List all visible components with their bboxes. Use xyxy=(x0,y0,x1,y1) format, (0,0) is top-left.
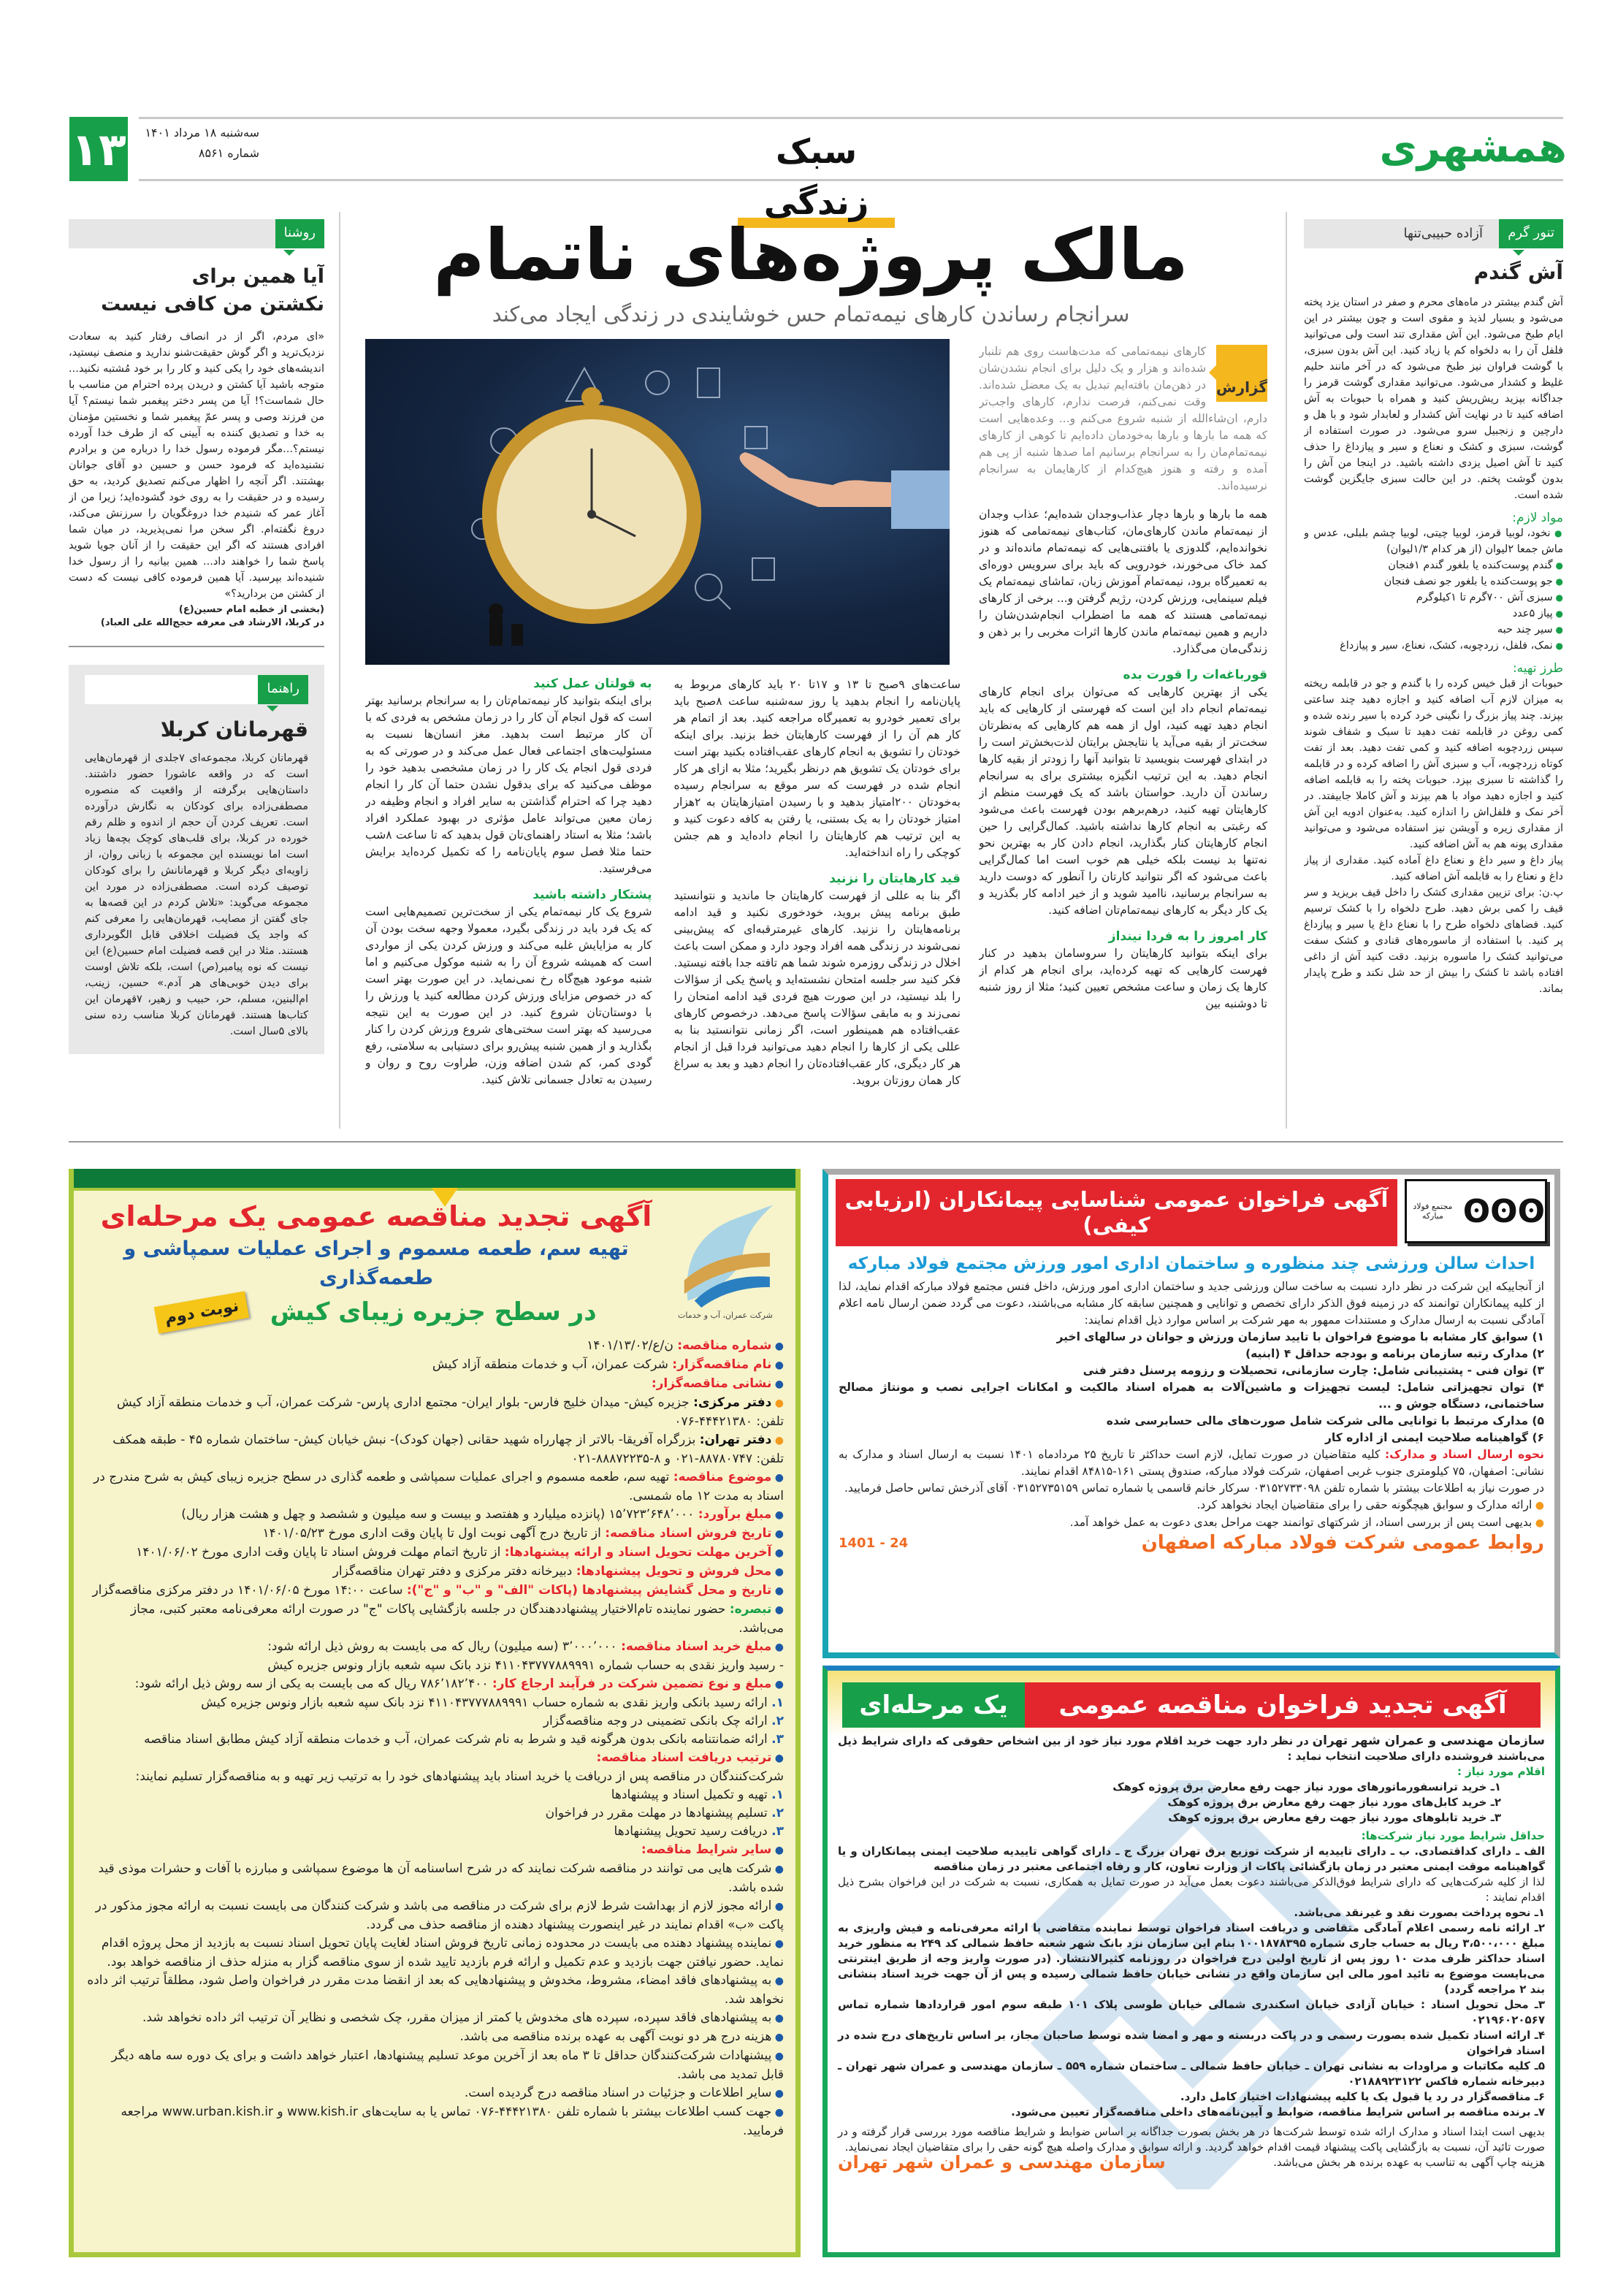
article-intro: کارهای نیمه‌تمامی که مدت‌هاست روی هم تلنبار شده‌اند و هزار و یک دلیل برای انجام نشدن‌شان در ذهن‌مان بافته‌ایم تبدیل به یک معضل شده‌اند. وقت نمی‌کنم، فرصت ندارم، کارهای واجب‌تر دارم، ان‌شاءالله از شنبه شروع می‌کنم و... وعده‌هایی است که همه ما بارها و بارها به‌خودمان داده‌ایم تا کوهی از کارهای نیمه‌تمام‌مان را به سرانجام برسانیم اما صدها شنبه از پی هم آمده و رفته و هنوز هیچ‌کدام از کارهایمان به سرانجام نرسیده‌اند. xyxy=(979,345,1267,492)
detail-label: ۲. xyxy=(771,1806,784,1820)
requirement-item: ۶) گواهینامه صلاحیت ایمنی از اداره کار xyxy=(1324,1431,1544,1444)
article-paragraph: همه ما بارها و بارها دچار عذاب‌وجدان شده‌ایم؛ عذاب وجدان از نیمه‌تمام ماندن کارهای‌مان، کتاب‌های نیمه‌تمامی که هنوز نخوانده‌ایم، گلدوزی یا بافتنی‌هایی که نیمه‌تمام مانده‌اند و در کمد خاک می‌خورند، خودرویی که باید برای سرویس دوره‌ای به تعمیرگاه برود، نیمه‌تمام آموزش زبان، تماشای نیمه‌تمام یک فیلم سینمایی، ورزش کردن، رژیم گرفتن و... برخی از کارهای نیمه‌تمامی هستند که همه ما اضطراب انجام‌شدن‌شان را داریم و همین نیمه‌تمام ماندن کارها اثرات مخربی را بر ذهن و زندگی‌مان می‌گذارد. xyxy=(979,508,1267,655)
detail-value: ارائه رسید بانکی واریز نقدی به شماره حساب ۴۱۱۰۴۳۷۷۷۸۸۹۹۹۱ نزد بانک سپه شعبه بازار ونوس جزیره کیش xyxy=(201,1696,768,1710)
tender-detail xyxy=(85,1731,784,1749)
detail-value: جزیره کیش- میدان خلیج فارس- بلوار ایران- مجتمع اداری پارس- شرکت عمران، آب و خدمات منطقه آزاد کیش تلفن: ۴۴۴۲۱۳۸۰-۰۷۶ xyxy=(116,1395,784,1429)
detail-label: تاریخ و محل گشایش پیشنهادها (پاکات "الف" و "ب" و "ج"): xyxy=(406,1583,772,1598)
recipe-tag: تنور گرم xyxy=(1499,219,1563,248)
tender-detail xyxy=(85,1563,784,1582)
roshana-column xyxy=(69,219,324,630)
detail-label: دفتر تهران: xyxy=(699,1433,772,1447)
detail-label: نشانی مناقصه‌گزار: xyxy=(651,1376,772,1391)
recipe-column xyxy=(1304,219,1563,1129)
kish-title-block xyxy=(85,1198,667,1327)
detail-label: ۳. xyxy=(771,1824,784,1839)
section-name: سبک زندگی xyxy=(763,131,869,222)
tender-detail xyxy=(85,1394,784,1431)
ingredient-item: ● نخود، لوبیا قرمز، لوبیا چیتی، لوبیا چشم بلبلی، عدس و ماش جمعا ۲لیوان (از هر کدام ۱/۳لیوان) xyxy=(1304,525,1563,557)
tender-detail xyxy=(85,1934,784,1972)
rahnama-tag: راهنما xyxy=(258,675,308,704)
foulad-send-text: کلیه متقاضیان در صورت تمایل، لازم است حداکثر تا تاریخ ۲۵ مردادماه ۱۴۰۱ نسبت به ارسال اسناد و مدارک به نشانی: اصفهان، ۷۵ کیلومتری جنوب غربی اصفهان، شرکت فولاد مبارکه، صندوق پستی ۱۶۱-۸۴۸۱۵ اقدام نمایند. xyxy=(839,1448,1544,1478)
ingredient-item: ● سیر چند حبه xyxy=(1304,622,1563,638)
kish-subtitle: تهیه سم، طعمه مسموم و اجرای عملیات سمپاشی و طعمه‌گذاری xyxy=(123,1237,629,1289)
detail-value: ن/ع/۱۴۰۱/۱۳/۰۲ xyxy=(587,1338,673,1353)
article-paragraph: ساعت‌های ۹صبح تا ۱۳ و ۱۷تا ۲۰ باید کارهای مربوط به پایان‌نامه را انجام بدهید یا روز سه‌شنبه ساعت ۸صبح باید برای تعمیر خودرو به تعمیرگاه مراجعه کنید. بعد از اتمام هر کار هم آن را از فهرست کارهایتان خط بزنید. برای اینکه خودتان را تشویق به انجام کارهای عقب‌افتاده بکنید بهتر است برای خودتان یک تشویق هم درنظر بگیرید؛ مثلا به ازای هر کار انجام شده در فهرست که سر موقع به سرانجام رسیده به‌خودتان ۲۰۰امتیاز بدهید و با رسیدن امتیازهایتان به ۲هزار امتیاز خودتان را به یک بستنی، یا رفتن به کافه دعوت کنید و به این ترتیب هم کارهایتان را انجام داده‌اید و هم جشن کوچکی را راه انداخته‌اید. xyxy=(673,678,961,859)
foulad-logo xyxy=(1405,1179,1547,1243)
step-item: ۵ـ کلیه مکاتبات و مراودات به نشانی تهران ـ خیابان حافظ شمالی ـ ساختمان شماره ۵۵۹ ـ سازمان مهندسی و عمران شهر تهران ـ دبیرخانه شماره فاکس ۰۲۱۸۸۹۲۳۱۲۲ xyxy=(838,2059,1546,2088)
foulad-requirements xyxy=(839,1329,1544,1446)
tender-detail xyxy=(85,1431,784,1468)
header-top-rule xyxy=(139,117,1563,119)
kish-subtitle-location: در سطح جزیره زیبای کیش xyxy=(270,1297,597,1327)
method-note: پ.ن: برای تزیین مقداری کشک را داخل قیف بریزید و سر قیف را کمی برش دهید. طرح دلخواه را با کشک ترسیم کنید. فضاهای دلخواه طرح را با نعناع داغ یا سیر و پیازداغ پر کنید. با استفاده از ماسوره‌های قنادی و کشک سفت می‌توانید کشک را ماسوره بزنید. دقت کنید آش از داغی افتاده باشد تا کشک را بیش از حد شل نکند و طرح پایدار بماند. xyxy=(1304,887,1563,995)
items-label: اقلام مورد نیاز : xyxy=(1457,1765,1545,1778)
detail-label: تاریخ فروش اسناد مناقصه: xyxy=(605,1526,772,1541)
roshana-tagbar xyxy=(69,219,324,248)
foulad-contact: در صورت نیاز به اطلاعات بیشتر با شماره تلفن ۰۳۱۵۲۷۳۳۰۹۸ سرکار خانم قاسمی یا شماره تماس ۰۳۱۵۲۷۳۵۱۵۹ آقای آذرخش تماس حاصل فرمایید. xyxy=(844,1481,1544,1495)
ingredient-item: ● گندم پوست‌کنده یا بلغور گندم ۱فنجان xyxy=(1304,557,1563,573)
issue-info xyxy=(135,123,259,164)
requirement-item: ۳) توان فنی - پشتیبانی شامل: چارت سازمانی، تحصیلات و رزومه پرسنل دفتر فنی xyxy=(1083,1364,1544,1377)
detail-value: از تاریخ درج آگهی نوبت اول تا پایان وقت اداری مورخ ۱۴۰۱/۰۵/۲۳ xyxy=(262,1526,601,1541)
method-text: حبوبات از قبل خیس کرده را با گندم و جو در قابلمه ریخته به میزان لازم آب اضافه کنید و اجازه دهید چند ساعتی بپزند. چند پیاز بزرگ را نگینی خرد کرده با سیر رنده شده و کمی روغن در قابلمه تفت دهید تا سبک و شفاف شوند سپس زردچوبه اضافه کنید و کمی تفت دهید. بعد از تفت کوتاه زردچوبه، آب و سبزی آش را اضافه کرده و در قابلمه را گذاشته تا سبزی بپزد. حبوبات پخته را به قابلمه اضافه کنید و اجازه دهید مواد با هم بپزند و آش کاملا جابیفتد. در آخر نمک و فلفل‌اش را اندازه کنید. به‌عنوان ادویه این آش از مقداری زیره و آویشن نیز استفاده می‌شود و می‌توانید مقداری پونه هم به آش اضافه کنید. xyxy=(1304,678,1563,850)
tender-detail xyxy=(85,2103,784,2140)
detail-label: مبلغ خرید اسناد مناقصه: xyxy=(621,1639,772,1654)
detail-label: مبلغ و نوع تضمین شرکت در فرآیند ارجاع کار: xyxy=(492,1677,772,1691)
step-item: ۱ـ نحوه پرداخت بصورت نقد و غیرنقد می‌باشد. xyxy=(1294,1906,1545,1919)
detail-value: - رسید واریز نقدی به حساب شماره ۴۱۱۰۴۳۷۷۷۸۸۹۹۹۱ نزد بانک سپه شعبه بازار ونوس جزیره کیش xyxy=(267,1658,784,1673)
roshana-source-line2: در کربلا، الارشاد فی معرفه حجج‌الله علی العباد) xyxy=(100,617,324,628)
kish-tender-ad xyxy=(69,1169,801,2257)
article-columns-below-photo xyxy=(365,676,961,1129)
detail-label: ترتیب دریافت اسناد مناقصه: xyxy=(596,1750,772,1765)
rahnama-tagbar xyxy=(85,675,308,704)
detail-value: سایر اطلاعات و جزئیات در اسناد مناقصه درج گردیده است. xyxy=(464,2086,772,2100)
rahnama-box xyxy=(69,665,324,1054)
tender-detail xyxy=(85,2028,784,2047)
article-subheading: به قولتان عمل کنید xyxy=(533,676,652,691)
foulad-send-label: نحوه ارسال اسناد و مدارک: xyxy=(1384,1448,1544,1461)
main-subtitle: سرانجام رساندن کارهای نیمه‌تمام حس خوشایندی در زندگی ایجاد می‌کند xyxy=(492,302,1130,327)
tender-detail xyxy=(85,1694,784,1712)
detail-label: سایر شرایط مناقصه: xyxy=(641,1842,772,1857)
article-subheading: کار امروز را به فردا نینداز xyxy=(1108,929,1267,944)
roshana-source-line1: (بخشی از خطبه امام حسین(ع) xyxy=(178,604,324,615)
detail-value: ساعت ۱۴:۰۰ مورخ ۱۴۰۱/۰۶/۰۵ در دفتر مرکزی مناقصه‌گزار xyxy=(92,1583,403,1598)
left-divider xyxy=(69,646,324,647)
article-paragraph: شروع یک کار نیمه‌تمام یکی از سخت‌ترین تصمیم‌هایی است که یک فرد باید در زندگی بگیرد، معمولا وجهه سخت بودن آن کار به مزایایش غلبه می‌کند و ورزش کردن یکی از مواردی است که همیشه شروع آن را به شنبه موکول می‌کنیم و اما شنبه موعود هیچ‌گاه رخ نمی‌نماید. در این صورت بهتر است که در خصوص مزایای ورزش کردن مطالعه کنید یا ورزش را با دوستان‌تان شروع کنید. در این صورت به این نتیجه می‌رسید که بهتر است سختی‌های شروع ورزش کردن را کنار بگذارید و از همین شنبه پیش‌رو برای دستیابی به سلامتی، رفع گودی کمر، کم شدن اضافه وزن، طراوت روح و روان و رسیدن به تعادل جسمانی تلاش کنید. xyxy=(365,905,652,1086)
detail-label: ۳. xyxy=(771,1732,784,1747)
article-paragraph: یکی از بهترین کارهایی که می‌توان برای انجام کارهای نیمه‌تمام انجام داد این است که فهرستی از کارهایی که باید انجام دهید تهیه کنید، اول از همه هم کارهایی که به‌نظرتان سخت‌تر از بقیه می‌آید یا نتایجش برایتان لذت‌بخش‌تر است را در ابتدای فهرست بنویسید تا بتوانید آنها را زودتر از بقیه کارها انجام دهید. به این ترتیب انگیزه بیشتری برای به سرانجام رساندن آن دارید. حواستان باشد که یک فهرست منظم از کارهایتان تهیه کنید، درهم‌برهم بودن فهرست باعث می‌شود که رغبتی به انجام کارها نداشته باشید. کمال‌گرایی را حین انجام کارهایتان کنار بگذارید، انجام دادن کار به بهترین نحو نه‌تنها بد نیست بلکه خیلی هم خوب است اما کمال‌گرایی باعث می‌شود که اگر نتوانید کارتان را آنطور که دوست دارید به سرانجام برسانید، ناامید شوید و از خیر ادامه کار بگذرید و یک کار دیگر به کارهای نیمه‌تمام‌تان اضافه کنید. xyxy=(979,685,1267,917)
ingredient-item: ● پیاز ۵عدد xyxy=(1304,606,1563,622)
tender-detail xyxy=(85,1712,784,1731)
detail-value: ارائه ضمانتنامه بانکی بدون هرگونه قید و شرط به نام شرکت عمران، آب و خدمات منطقه آزاد کیش مطابق اسناد مناقصه xyxy=(144,1732,768,1747)
tehran-body xyxy=(828,1734,1555,2173)
recipe-title: آش گندم xyxy=(1473,260,1563,284)
tehran-org: سازمان مهندسی و عمران شهر تهران xyxy=(1312,1734,1545,1748)
detail-label: آخرین مهلت تحویل اسناد و ارائه پیشنهادها: xyxy=(504,1545,772,1560)
recipe-tagbar xyxy=(1304,219,1563,248)
column-divider-left xyxy=(339,212,340,1129)
kish-company-logo xyxy=(667,1198,784,1327)
rahnama-body: قهرمانان کربلا، مجموعه‌ای ۷جلدی از قهرمان‌هایی است که در واقعه عاشورا حضور داشتند. داستان‌هایی برگرفته از واقعیت که منصوره مصطفی‌زاده برای کودکان به نگارش درآورده است. تعریف کردن آن حجم از اندوه و ظلم رقم خورده در کربلا، برای قلب‌های کوچک بچه‌ها زیاد است اما نویسنده این مجموعه با زبانی روان، از زاویه‌ای دیگر کربلا و قهرمانانش را برای کودکان توصیف کرده است. مصطفی‌زاده در مورد این مجموعه می‌گوید: «تلاش کردم در این قصه‌ها به جای گفتن از مصایب، قهرمان‌هایی را معرفی کنم که واجد یک فضیلت اخلاقی قابل الگوبرداری هستند. مثلا در این قصه فضیلت امام حسین(ع) این نیست که نوه پیامبر(ص) است، بلکه تلاش اوست برای دیدن خوبی‌های هر آدم.» حسین، زینب، ام‌البنین، مسلم، حر، حبیب و زهیر، ۷قهرمان این کتاب‌ها هستند. قهرمانان کربلا مناسب رده سنی بالای ۵سال است. xyxy=(85,752,308,1037)
tender-detail xyxy=(85,1860,784,1897)
tender-detail xyxy=(85,1337,784,1356)
tender-detail xyxy=(85,1506,784,1525)
detail-value: حضور نماینده تام‌الاختیار پیشنهاددهندگان در جلسه بازگشایی پاکات "ج" در صورت ارائه معرفی‌نامه معتبر کتبی، مجاز می‌باشد. xyxy=(130,1602,784,1636)
foulad-body xyxy=(839,1278,1544,1552)
tehran-footer xyxy=(838,2152,1545,2173)
note-item: ● بدیهی است پس از بررسی اسناد، از شرکتهای توانمند جهت مراحل بعدی دعوت به عمل خواهد آمد. xyxy=(839,1514,1544,1532)
detail-value: ۳٬۰۰۰٬۰۰۰ (سه میلیون) ریال که می بایست به روش ذیل ارائه شود: xyxy=(267,1639,617,1654)
tender-detail xyxy=(85,1525,784,1544)
ingredients-heading: مواد لازم: xyxy=(1512,511,1563,525)
requirements-text: الف ـ دارای کداقتصادی. ب ـ دارای تاییدیه از شرکت توزیع برق تهران بزرگ ج ـ دارای گواهی تاییدیه صلاحیت ایمنی پیمانکاران و یا گواهینامه موقت ایمنی معتبر در زمان بازگشائی پاکات از وزارت تعاون، کار و رفاه اجتماعی معتبر در زمان مناقصه xyxy=(838,1845,1545,1873)
detail-value: ۷۸۶٬۱۸۲٬۴۰۰ ریال که می بایست به یکی از سه روش ذیل ارائه شود: xyxy=(134,1677,489,1691)
foulad-footer xyxy=(839,1532,1544,1554)
detail-value: شرکت‌کنندگان در مناقصه پس از دریافت یا خرید اسناد باید پیشنهادهای خود را به ترتیب زیر تهیه و به مناقصه‌گزار تسلیم نمایند: xyxy=(135,1769,784,1784)
tehran-tender-ad xyxy=(822,1666,1560,2257)
issue-date: سه‌شنبه ۱۸ مرداد ۱۴۰۱ xyxy=(145,126,259,140)
detail-value: تهیه و تکمیل اسناد و پیشنهادها xyxy=(611,1788,768,1802)
tehran-title xyxy=(842,1682,1541,1728)
tehran-cost-note: هزینه چاپ آگهی به تناسب به عهده برنده هر بخش می‌باشد. xyxy=(1273,2156,1545,2169)
tender-detail xyxy=(85,1804,784,1823)
tehran-intro: در نظر دارد جهت خرید اقلام مورد نیاز خود از بین اشخاص حقوقی که دارای شرایط ذیل می‌باشند فروشنده دارای صلاحیت انتخاب نماید : xyxy=(838,1734,1545,1763)
detail-label: محل فروش و تحویل پیشنهادها: xyxy=(576,1564,772,1579)
tender-detail xyxy=(85,1841,784,1860)
tender-detail xyxy=(85,1675,784,1694)
detail-label: موضوع مناقصه: xyxy=(673,1470,772,1484)
detail-value: به پیشنهادهای فاقد سپرده، سپرده های مخدوش یا کمتر از میزان مقرر، چک شخصی و نظایر آن ترتیب اثر داده نخواهد شد. xyxy=(142,2010,772,2025)
article-column-right xyxy=(979,343,1267,1129)
detail-value: شرکت هایی می توانند در مناقصه شرکت نمایند که در شرح اساسنامه آن ها موضوع سمپاشی و مبارزه با آفات و حشرات موذی قید شده باشد. xyxy=(98,1861,784,1895)
article-subheading: قورباغه‌ات را قورت بده xyxy=(1123,668,1267,682)
article-paragraph: برای اینکه بتوانید کار نیمه‌تمام‌تان را به سرانجام برسانید بهتر است که قول انجام آن کار را در زمان مشخص به فردی که با آن کار مرتبط است بدهید. مغز انسان‌ها نسبت به مسئولیت‌های اجتماعی فعال عمل می‌کند و در صورتی که به فردی قول انجام یک کار را در زمان مشخصی بدهید خود را موظف می‌کنید که برای بدقول نشدن حتما آن کار را انجام دهید چرا که احترام گذاشتن به سایر افراد و انجام وظیفه در زمان معین می‌تواند عامل مؤثری در بهبود عملکرد افراد باشد؛ مثلا به استاد راهنمای‌تان قول بدهید که تا ساعت ۸شب حتما مثلا فصل سوم پایان‌نامه را که تکمیل کرده‌اید برایش می‌فرستید. xyxy=(365,694,652,875)
tehran-title-main: آگهی تجدید فراخوان مناقصه عمومی xyxy=(1025,1682,1541,1728)
tender-detail xyxy=(85,1768,784,1786)
ingredient-item: ● جو پوست‌کنده یا بلغور جو نصف فنجان xyxy=(1304,573,1563,590)
purchase-item: ۳ـ خرید تابلوهای مورد نیاز جهت رفع معارض برق پروژه کوهک xyxy=(1168,1811,1501,1824)
roshana-body: «ای مردم، اگر از در انصاف رفتار کنید به سعادت نزدیک‌ترید و اگر گوش حقیقت‌شنو ندارید و منصف نیستید، اندیشه‌های خود را یکی کنید و کار را بر خود مُشتبه نکنید... متوجه باشید آیا کشتن و دریدن پرده احترام من مناسب با حال شماست؟! آیا من پسر دختر پیغمبر شما نیستم؟ آیا من فرزند وصی و پسر عمّ پیغمبر شما و نخستین مؤمنان به خدا و تصدیق کننده به آیینی که از طرف خدا آورده نیستم؟...مگر فرموده رسول خدا را درباره من و برادرم نشنیده‌اید که فرمود حسن و حسین دو آقای جوانان بهشتند. اگر آنچه را اظهار می‌کنم تصدیق کردید، به حق رسیده و در حقیقت را به روی خود گشوده‌اید؛ زیرا من از آغاز عمر که شنیدم خدا دروغگویان را سرزنش می‌کند، دروغ نگفته‌ام. اگر سخن مرا نمی‌پذیرید، در میان شما افرادی هستند که اگر این حقیقت را از آنان جویا شوید پاسخ شما را خواهند داد... همین بیانیه را از رسول خدا شنیده‌اند بپرسید. آیا همین فرموده کافی نیست که دست از کشتن من بردارید؟» xyxy=(69,331,324,600)
detail-value: پیشنهادات شرکت‌کنندگان حداقل تا ۳ ماه بعد از آخرین موعد تسلیم پیشنهادها، اعتبار خواهد داشت و برای یک دوره سه ماهه دیگر قابل تمدید می باشد. xyxy=(111,2048,784,2082)
tehran-signature: سازمان مهندسی و عمران شهر تهران xyxy=(838,2152,1166,2173)
detail-label: دفتر مرکزی: xyxy=(693,1395,772,1410)
detail-value: دبیرخانه دفتر مرکزی و دفتر تهران مناقصه‌گزار xyxy=(332,1564,573,1579)
detail-label: شماره مناقصه: xyxy=(677,1338,772,1353)
method-text: پیاز داغ و سیر داغ و نعناع داغ آماده کنید. مقداری از پیاز داغ و نعناع را به قابلمه آش اضافه کنید. xyxy=(1304,855,1563,882)
rahnama-title: قهرمانان کربلا xyxy=(160,717,308,741)
roshana-title-line2: نکشتن من کافی نیست xyxy=(101,293,324,316)
requirement-item: ۵) مدارک مرتبط با توانایی مالی شرکت شامل صورت‌های مالی حسابرسی شده xyxy=(1106,1414,1544,1427)
requirement-item: ۴) توان تجهیزاتی شامل: لیست تجهیزات و ماشین‌آلات به همراه اسناد مالکیت و امکانات اجرایی نصب و مونتاژ مصالح ساختمانی، دستگاه جوش و ... xyxy=(839,1381,1544,1411)
detail-value: تهیه سم، طعمه مسموم و اجرای عملیات سمپاشی و طعمه گذاری در سطح جزیره زیبای کیش به شرح مندرج در اسناد به مدت ۱۲ ماه شمسی. xyxy=(93,1470,784,1503)
tender-detail xyxy=(85,1749,784,1768)
page-number: ۱۳ xyxy=(69,117,128,181)
tender-detail xyxy=(85,1786,784,1804)
tender-detail xyxy=(85,1657,784,1675)
clock-hand-illustration xyxy=(365,339,950,665)
kish-logo-text: شرکت عمران، آب و خدمات xyxy=(678,1311,773,1320)
foulad-logo-mark: ʘʘʘ xyxy=(1462,1192,1545,1230)
tender-detail xyxy=(85,2084,784,2103)
kish-title: آگهی تجدید مناقصه عمومی یک مرحله‌ای xyxy=(100,1200,652,1232)
tender-detail xyxy=(85,1972,784,2009)
article-paragraph: برای اینکه بتوانید کارهایتان را سروسامان بدهید در کنار فهرست کارهایی که تهیه کرده‌اید، برای انجام هر کدام از کارها یک زمان و ساعت مشخص تعیین کنید؛ مثلا از روز شنبه تا دوشنبه بین xyxy=(979,947,1267,1010)
tehran-steps xyxy=(838,1905,1545,2120)
tehran-title-stage: یک مرحله‌ای xyxy=(842,1682,1025,1728)
detail-label: نام مناقصه‌گزار: xyxy=(672,1357,772,1372)
detail-value: دریافت رسید تحویل پیشنهادها xyxy=(614,1824,768,1839)
tender-detail xyxy=(85,1356,784,1375)
foulad-signature: روابط عمومی شرکت فولاد مبارکه اصفهان xyxy=(1141,1532,1544,1554)
step-item: ۲ـ ارائه نامه رسمی اعلام آمادگی متقاضی و دریافت اسناد فراخوان توسط نماینده متقاضی با ارائه معرفی‌نامه و فیش واریزی به مبلغ ۳،۵۰۰،۰۰۰ ریال به حساب جاری شماره ۱۰۰۱۸۷۸۳۹۵ بنام این سازمان نزد بانک شهر شعبه حافظ شمالی کد ۲۴۹ به منظور خرید اسناد حداکثر ظرف مدت ۱۰ روز پس از تاریخ اولین درج فراخوان در روزنامه کثیرالانتشار. (در صورت واریز وجه از طریق اینترنتی می‌بایست موضوع به تائید امور مالی این سازمان واقع در نشانی خیابان حافظ شمالی رسیده و پس از آن جهت خرید اسناد بنشانی بند ۲ مراجعه گردد) xyxy=(838,1921,1546,1996)
method-heading: طرز تهیه: xyxy=(1512,661,1563,676)
foulad-call-ad xyxy=(822,1169,1560,1658)
tender-detail xyxy=(85,1582,784,1601)
step-item: ۴ـ ارائه اسناد تکمیل شده بصورت رسمی و در پاکت دربسته و مهر و امضا شده توسط صاحبان مجاز، بر اساس تاریخ‌های درج شده در اسناد فراخوان xyxy=(838,2029,1545,2057)
ingredient-item: ● سبزی آش ۷۰۰گرم تا ۱کیلوگرم xyxy=(1304,590,1563,606)
column-divider-right xyxy=(1286,212,1287,1129)
detail-value: نماینده پیشنهاد دهنده می بایست در محدوده زمانی تاریخ فروش اسناد لغایت پایان تحویل اسناد نسبت به بازدید از محل پروژه اقدام نماید. حضور نیافتن جهت بازدید و عدم تکمیل و ارائه فرم بازدید تایید شده از سوی مناقصه گزار به منزله حذف از مناقصه خواهد بود. xyxy=(101,1936,784,1969)
second-round-badge: نوبت دوم xyxy=(154,1291,250,1333)
detail-label: ۲. xyxy=(771,1714,784,1728)
foulad-logo-text: مجتمع فولاد مبارکه xyxy=(1413,1202,1453,1221)
ingredients-list xyxy=(1304,525,1563,654)
step-item: ۷ـ برنده مناقصه بر اساس شرایط مناقصه، ضوابط و آیین‌نامه‌های داخلی مناقصه‌گزار تعیین می‌شود. xyxy=(1011,2105,1545,2118)
detail-value: تسلیم پیشنهادها در مهلت مقرر در فراخوان xyxy=(545,1806,768,1820)
tender-detail xyxy=(85,1601,784,1638)
foulad-notes xyxy=(839,1497,1544,1532)
detail-value: از تاریخ اتمام مهلت فروش اسناد تا پایان وقت اداری مورخ ۱۴۰۱/۰۶/۰۲ xyxy=(136,1545,501,1560)
detail-value: هزینه درج هر دو نوبت آگهی به عهده برنده مناقصه می باشد. xyxy=(459,2029,772,2044)
roshana-title xyxy=(69,263,324,319)
kish-details-list xyxy=(74,1327,795,2140)
kish-head xyxy=(74,1191,795,1327)
tehran-closing: بدیهی است ابتدا اسناد و مدارک ارائه شده توسط شرکت‌ها در هر بخش بصورت جداگانه بر اساس ضوابط و شرایط مناقصه مورد بررسی قرار گرفته و در صورت تائید آن، نسبت به بازگشایی پاکت پیشنهاد قیمت اقدام خواهد گردید. و ارائه سوابق و مدارک واصله هیچ گونه حقی را برای متقاضیان ایجاد نمی‌نماید. xyxy=(838,2125,1545,2154)
detail-label: ۱. xyxy=(771,1696,784,1710)
kish-triangle xyxy=(432,1188,458,1207)
newspaper-logo: همشهری xyxy=(1379,124,1567,172)
tender-detail xyxy=(85,1897,784,1934)
detail-value: ارائه مجوز لازم از بهداشت شرط لازم برای شرکت در مناقصه می باشد و شرکت کنندگان می بایست نسبت به ارائه مجوز مذکور در پاکت «ب» اقدام نمایند در غیر اینصورت پیشنهاد دهنده از مناقصه حذف می گردد. xyxy=(95,1899,784,1932)
tehran-invite: لذا از کلیه شرکت‌هایی که دارای شرایط فوق‌الذکر می‌باشند دعوت بعمل می‌آید در صورت تمایل به همکاری، نسبت به شرکت در این فراخوان بشرح ذیل اقدام نمایند : xyxy=(838,1875,1545,1904)
roshana-title-line1: آیا همین برای xyxy=(191,265,324,288)
foulad-top xyxy=(828,1175,1554,1248)
article-photo xyxy=(365,339,950,665)
waves-logo-icon xyxy=(671,1198,780,1308)
foulad-main xyxy=(828,1248,1554,1552)
article-paragraph: اگر بنا به عللی از فهرست کارهایتان جا ماندید و نتوانستید طبق برنامه پیش بروید، خودخوری نکنید و قید ادامه برنامه‌هایتان را نزنید. کارهای غیرمترقبه‌ای که پیش‌بینی نمی‌شوند در زندگی همه افراد وجود دارد و ممکن است باعث اخلال در زندگی روزمره شوند شما هم تافته جدا بافته نیستید. فکر کنید سر جلسه امتحان نشسته‌اید و پاسخ یکی از سؤالات را بلد نیستید، در این صورت هیچ فردی قید ادامه امتحان را نمی‌زند و به مابقی سؤالات پاسخ می‌دهد. درخصوص کارهای عقب‌افتاده هم همینطور است، اگر زمانی نتوانستید بنا به عللی یکی از کارها را انجام دهید می‌توانید فردا قبل از انجام هر کار دیگری، کار عقب‌افتاده‌تان را انجام دهید و بعد به سراغ کار همان روزتان بروید. xyxy=(673,889,961,1087)
foulad-ad-code: 1401 - 24 xyxy=(839,1536,909,1551)
detail-label: ۱. xyxy=(771,1788,784,1802)
step-item: ۶ـ مناقصه‌گزار در رد یا قبول یک یا کلیه پیشنهادات اختیار کامل دارد. xyxy=(1180,2090,1545,2103)
foulad-headline: احداث سالن ورزشی چند منظوره و ساختمان اداری امور ورزش مجتمع فولاد مبارکه xyxy=(847,1254,1535,1273)
tender-detail xyxy=(85,1823,784,1841)
issue-number: شماره ۸۵۶۱ xyxy=(198,146,259,160)
tender-detail xyxy=(85,1375,784,1394)
section-logo xyxy=(738,126,895,222)
article-subheading: پشتکار داشته باشید xyxy=(533,888,652,902)
tender-detail xyxy=(85,2047,784,2084)
ads-divider xyxy=(69,1141,1563,1143)
tender-detail xyxy=(85,1638,784,1657)
purchase-item: ۱ـ خرید ترانسفورماتورهای مورد نیاز جهت رفع معارض برق پروژه کوهک xyxy=(1112,1780,1501,1793)
requirement-item: ۲) مدارک رتبه سازمان برنامه و بودجه حداقل ۴ (ابنیه) xyxy=(1245,1347,1544,1360)
requirement-item: ۱) سوابق کار مشابه با موضوع فراخوان با تایید سازمان ورزش و جوانان در سالهای اخیر xyxy=(1056,1330,1544,1343)
note-item: ● ارائه مدارک و سوابق هیچگونه حقی را برای متقاضیان ایجاد نخواهد کرد. xyxy=(839,1497,1544,1514)
requirements-label: حداقل شرایط مورد نیاز شرکت‌ها: xyxy=(1361,1829,1545,1842)
detail-value: شرکت عمران، آب و خدمات منطقه آزاد کیش xyxy=(432,1357,668,1372)
tehran-items xyxy=(838,1780,1545,1826)
detail-label: مبلغ برآورد: xyxy=(698,1507,772,1522)
detail-value: ارائه چک بانکی تضمینی در وجه مناقصه‌گزار xyxy=(543,1714,768,1728)
ingredient-item: ● نمک، فلفل، زردچوبه، کشک، نعناع، سیر و پیازداغ xyxy=(1304,638,1563,654)
tender-detail xyxy=(85,2009,784,2028)
foulad-intro: از آنجاییکه این شرکت در نظر دارد نسبت به ساخت سالن ورزشی جدید و ساختمان اداری امور ورزش، داخل فنس مجتمع فولاد مبارکه اقدام نماید، لذا از کلیه پیمانکاران توانمند که در زمینه فوق الذکر دارای تخصص و توانایی و همچنین سابقه کار مشابه می‌باشند، دعوت می گردد ضمن ارسال نامه اعلام آمادگی نسبت به ارسال مدارک و مستندات ممهور به مهر شرکت بر اساس موارد ذیل اقدام نمایند: xyxy=(839,1280,1544,1327)
article-subheading: قید کارهایتان را نزنید xyxy=(829,872,961,886)
tender-detail xyxy=(85,1468,784,1506)
detail-value: بزرگراه آفریقا- بالاتر از چهارراه شهید حقانی (جهان کودک)- نبش خیابان کیش- ساختمان شماره ۴۵ - طبقه همکف تلفن: ۸۸۷۸۰۷۴۷-۰۲۱ و ۸-۸۸۸۷۲۲۳۵-۰۲۱ xyxy=(112,1433,784,1466)
recipe-author: آزاده حبیبی‌تنها xyxy=(1403,226,1483,241)
roshana-tag: روشنا xyxy=(275,219,324,248)
foulad-title: آگهی فراخوان عمومی شناسایی پیمانکاران (ارزیابی کیفی) xyxy=(836,1179,1397,1246)
main-headline: مالک پروژه‌های ناتمام xyxy=(433,214,1188,296)
step-item: ۳ـ محل تحویل اسناد : خیابان آزادی خیابان اسکندری شمالی خیابان طوسی پلاک ۱۰۱ طبقه سوم امور قراردادها شماره تماس ۰۲۱۹۶۰۲۰۵۶۷ xyxy=(838,1998,1545,2026)
detail-value: به پیشنهادهای فاقد امضاء، مشروط، مخدوش و پیشنهادهایی که بعد از انقضا مدت مقرر در فراخوان واصل شود، مطلقاً ترتیب اثر داده نخواهد شد. xyxy=(87,1973,784,2007)
detail-label: تبصره: xyxy=(729,1602,772,1617)
report-tag: گزارش xyxy=(1216,345,1267,402)
detail-value: جهت کسب اطلاعات بیشتر با شماره تلفن ۴۴۴۲۱۳۸۰-۰۷۶ تماس یا به سایت‌های www.kish.ir و www.urban.kish.ir مراجعه فرمایید. xyxy=(121,2105,784,2138)
left-column xyxy=(69,219,324,1129)
roshana-source xyxy=(69,603,324,630)
tender-detail xyxy=(85,1544,784,1563)
detail-value: ۱۵٬۷۲۳٬۶۴۸٬۰۰۰ (پانزده میلیارد و هفتصد و بیست و سه میلیون و ششصد و چهل و هشت هزار ریال) xyxy=(181,1507,695,1522)
kish-location-row xyxy=(85,1297,667,1327)
purchase-item: ۲ـ خرید کابل‌های مورد نیاز جهت رفع معارض برق پروژه کوهک xyxy=(1167,1796,1501,1809)
recipe-intro: آش گندم بیشتر در ماه‌های محرم و صفر در استان یزد پخته می‌شود و بسیار لذیذ و مقوی است و چون بیشتر در این ایام طبخ می‌شود. این آش مقداری تند است ولی می‌توانید فلفل آن را به دلخواه کم یا زیاد کنید. این آش بدون سبزی، با گوشت فراوان نیز طبخ می‌شود که در آخر مانند حلیم غلیظ و کشدار می‌شود. می‌توانید مقداری گوشت قرمز را جداگانه بپزید ریش‌ریش کنید و همراه با حبوبات به آش اضافه کنید تا در نهایت آش کشدار و لعابدار شود و با هل و دارچین و زنجبیل سرو می‌شود. در صورت استفاده از گوشت، سبزی و کشک و نعناع و سیر و پیازداغ را حذف کنید تا آش اصیل یزدی داشته باشید. در اینجا من آش را بدون گوشت پختم. در این حالت سبزی جایگزین گوشت شده است. xyxy=(1304,297,1563,501)
